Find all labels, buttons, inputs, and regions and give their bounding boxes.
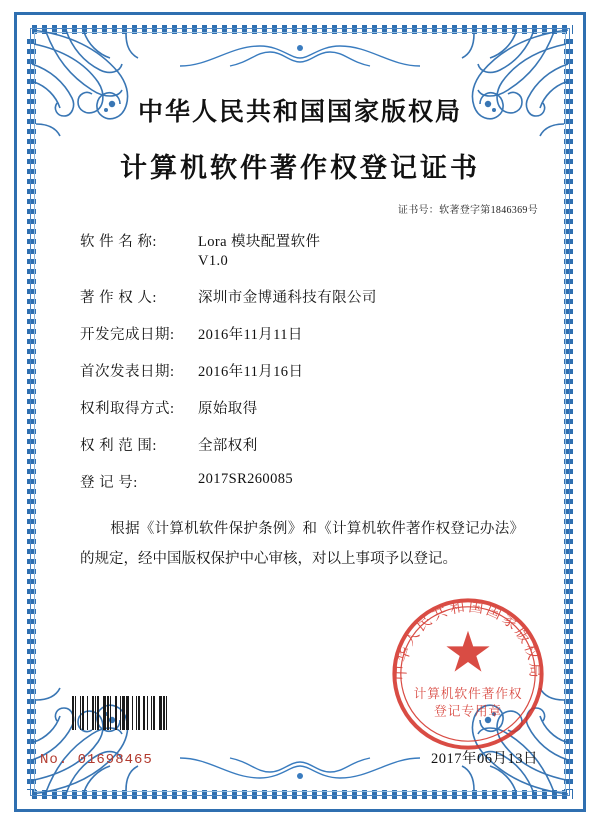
field-label: 权 利 范 围: — [80, 438, 157, 454]
seal-inner-line1: 计算机软件著作权 — [413, 687, 523, 701]
field-list — [46, 230, 554, 492]
field-row-registration-number — [80, 471, 536, 492]
page-title-authority: 中华人民共和国国家版权局 — [137, 99, 462, 126]
field-value: 原始取得 — [198, 401, 258, 417]
field-row-copyright-owner — [80, 286, 536, 307]
barcode — [72, 696, 222, 730]
field-value: 2016年11月16日 — [198, 364, 304, 380]
serial-number: No. 01698465 — [40, 752, 153, 768]
field-label: 开发完成日期: — [80, 327, 175, 343]
ornament-edge-top-icon — [170, 26, 430, 72]
seal-inner-line2: 登记专用章 — [434, 704, 502, 719]
field-value-line2: V1.0 — [198, 253, 229, 269]
official-seal-stamp-icon — [388, 594, 548, 754]
field-label: 软 件 名 称: — [80, 234, 157, 250]
certificate-number: 证书号：软著登字第1846369号 — [397, 205, 538, 216]
page-title-certificate: 计算机软件著作权登记证书 — [120, 153, 480, 183]
field-row-software-name — [80, 230, 536, 270]
field-value-group — [198, 230, 536, 270]
issue-date: 2017年06月13日 — [431, 751, 538, 767]
field-value: 全部权利 — [198, 438, 258, 454]
barcode-bar — [166, 696, 167, 730]
legal-statement-text: 根据《计算机软件保护条例》和《计算机软件著作权登记办法》的规定，经中国版权保护中心审核，对以上事项予以登记。 — [80, 521, 524, 567]
field-row-first-publication-date — [80, 360, 536, 381]
legal-statement-paragraph — [46, 514, 554, 574]
field-label: 权利取得方式: — [80, 401, 175, 417]
field-value: Lora 模块配置软件 — [198, 234, 321, 250]
field-value: 2017SR260085 — [198, 471, 294, 487]
field-label: 首次发表日期: — [80, 364, 175, 380]
field-value: 深圳市金博通科技有限公司 — [198, 290, 377, 306]
field-row-rights-scope — [80, 434, 536, 455]
field-label: 登 记 号: — [80, 475, 138, 491]
field-value: 2016年11月11日 — [198, 327, 303, 343]
field-row-development-date — [80, 323, 536, 344]
seal-outer-text: 中华人民共和国国家版权局 — [393, 599, 543, 681]
field-row-acquisition-method — [80, 397, 536, 418]
field-label: 著 作 权 人: — [80, 290, 157, 306]
